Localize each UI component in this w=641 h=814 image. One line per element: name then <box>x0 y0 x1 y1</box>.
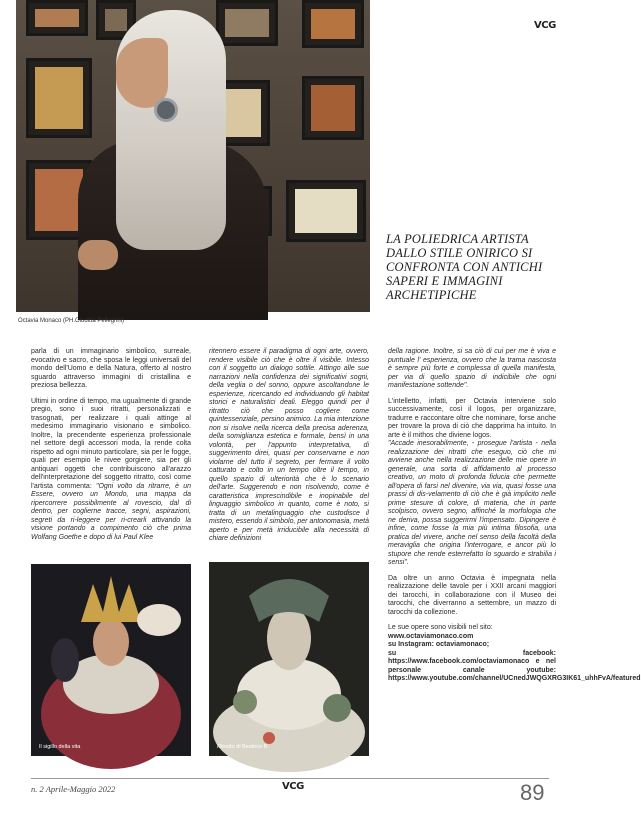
issue-label: n. 2 Aprile-Maggio 2022 <box>31 784 116 794</box>
article-headline: LA POLIEDRICA ARTISTA DALLO STILE ONIRICO SI CONFRONTA CON ANTICHI SAPERI E IMMAGINI ARCHETIPICHE <box>386 232 543 302</box>
artist-hand <box>78 240 118 270</box>
text-column-2 <box>209 348 369 551</box>
quote: "Accade inesorabilmente, - prosegue l'artista - nella realizzazione dei ritratti che eseguo, ciò che mi avviene anche nella realizzazione delle mie opere in generale, una sorta di affidamento al processo creativo, un moto di profonda fiducia che permette all'opera di farsi nel divenire, via via, quasi fosse una prassi di dis-velamento di ciò che è già implicito nelle prime stesure di colore, di materia, che in parte scolpisco, ovvero segno, affinché la morfologia che ne deriva, possa suggerirmi l'impensato. Dipingere è infine, come fosse la mia più intima filosofia, una pratica del vivere, anche nel senso della facoltà della meraviglia che origina l'interrogare, e ancor più lo stupore che rende esterrefatto lo sguardo e strabilia i sensi". <box>388 440 556 566</box>
artwork-caption: Ritratto di Beatrice B. <box>217 744 269 750</box>
framed-artwork <box>216 0 278 46</box>
artwork-il-sigillo-della-vita <box>31 564 191 756</box>
artwork-painting <box>31 564 191 756</box>
artwork-ritratto-di-beatrice <box>209 562 369 756</box>
paragraph: parla di un immaginario simbolico, surreale, evocativo e sacro, che sposa le leggi universali del mondo dell'Uomo e della Natura, offerto al nostro sguardo attraverso immagini di cristallina e preziosa bellezza. <box>31 348 191 389</box>
social-links[interactable]: su facebook: https://www.facebook.com/octaviamonaco e nel personale canale youtube: https://www.youtube.com/channel/UCnedJWQGXRG3IK61_uhhFvA/featured <box>388 649 641 682</box>
artist-face <box>116 38 168 108</box>
quote: ritennero essere il paradigma di ogni arte, ovvero, rendere visibile ciò che è oltre il visibile. Intesso con il soggetto un dialogo sottile. Attingo alle sue narrazioni nella confidenza dei significativi sogni, della veglia o del sonno, oppure ascoltandone le esperienze, ricercando ed individuando gli habitat storici e naturalistici deali. Eleggo quindi per il ritratto ciò che posso cogliere come quintessenziale, persino animico. La mia intenzione non si risolve nella ricerca della precisa aderenza, della somiglianza estetica e formale, bensì in una volontà, per l'appunto interpretativa, di suggerimento direi, quasi per conservarne e non violarne del tutto il segreto, per fermare il volto catturato e colto in un tempo oltre il tempo, in quello spazio di ulteriorità che è lo scenario dell'arte. Suggerendo e non risolvendo, come è caratteristica imprescindibile e inopinabile del linguaggio simbolico in quanto, come è noto, si tratta di un metalinguaggio che custodisce il mistero, essendo il simbolo, per antonomasia, metà aperto e per metà irriducibile alla necessità di chiare definizioni <box>209 348 369 542</box>
photo-caption: Octavia Monaco (PH.Giuditta Pellegrini) <box>18 318 125 324</box>
paragraph: Da oltre un anno Octavia è impegnata nella realizzazione delle tavole per i XXII arcani maggiori dei tarocchi, in collaborazione con il Museo dei tarocchi, che diverranno a settembre, un mazzo di tarocchi da collezione. <box>388 574 556 616</box>
artwork-painting <box>209 562 369 756</box>
links-block: Le sue opere sono visibili nel sito: www.octaviamonaco.com su Instagram: octaviamonaco; su facebook: https://www.facebook.com/octaviamonaco e nel personale canale youtube: https://www.youtube.com/channel/UCnedJWQGXRG3IK61_uhhFvA/featured <box>388 624 641 682</box>
artwork-caption: Il sigillo della vita <box>39 744 81 750</box>
framed-artwork <box>26 58 92 138</box>
website-link[interactable]: www.octaviamonaco.com <box>388 632 474 640</box>
earring <box>154 98 178 122</box>
paragraph: Ultimi in ordine di tempo, ma ugualmente di grande pregio, sono i suoi ritratti, personalizzati e trasognati, per realizzare i quali attinge al medesimo immaginario visionario e simbolico. Inoltre, la precendente esperienza professionale nel settore degli accessori moda, la rende colta rispetto ad ogni minuto particolare, sia per le fogge, quali per esempio le nivee gorgiere, sia per gli antiquari oggetti che contribuiscono all'arazzo dell'interpretazione del soggetto ritratto, così come l'artista commenta: "Ogni volto da ritrarre, è un Essere, ovvero un Mondo, una mappa da ripercorrere possibilmente al rovescio, dal di dentro, per coglierne tracce, segni, aspirazioni, segreti da ri-leggere per ri-crearli attivando la visione portando a compimento ciò che prima Wolfang Goethe e dopo di lui Paul Klee <box>31 397 191 541</box>
page-number: 89 <box>520 780 545 805</box>
framed-artwork <box>286 180 366 242</box>
footer-divider <box>31 778 549 779</box>
text-column-1 <box>31 348 191 549</box>
instagram-link[interactable]: su Instagram: octaviamonaco; <box>388 641 490 648</box>
magazine-logo: VCG <box>282 781 304 792</box>
magazine-logo: VCG <box>534 20 556 31</box>
quote: "Ogni volto da ritrarre, è un Essere, ovvero un Mondo, una mappa da ripercorrere possibilmente al rovescio, dal di dentro, per coglierne tracce, segni, aspirazioni, segreti da ri-leggere per ri-crearli attivando la visione portando a compimento ciò che prima Wolfang Goethe e dopo di lui Paul Klee <box>31 482 191 541</box>
paragraph: L'intelletto, infatti, per Octavia interviene solo successivamente, così il logos, per organizzare, tradurre e raccontare oltre che nominare, forse anche per trovare la prova di ciò che dapprima ha intuito. In arte è il mithos che diviene logos. "Accade inesorabilmente, - prosegue l'artista - nella realizzazione dei ritratti che eseguo, ciò che mi avviene anche nella realizzazione delle mie opere in generale, una sorta di affidamento al processo creativo, un moto di profonda fiducia che permette all'opera di farsi nel divenire, via via, quasi fosse una prassi di dis-velamento di ciò che è già implicito nelle prime stesure di colore, di materia, che in parte scolpisco, ovvero segno, affinché la morfologia che ne deriva, possa suggerirmi l'impensato. Dipingere è infine, come fosse la mia più intima filosofia, una pratica del vivere, anche nel senso della facoltà della meraviglia che origina l'interrogare, e ancor più lo stupore che rende esterrefatto lo sguardo e strabilia i sensi". <box>388 397 556 566</box>
framed-artwork <box>26 0 88 36</box>
framed-artwork <box>302 0 364 48</box>
quote: della ragione. Inoltre, si sa ciò di cui per me è viva e puntuale l' esperienza, ovvero che la trama nascosta è sempre più forte e complessa di quella manifesta, per via di quello spazio di indicibile che ogni manifestazione sottende". <box>388 348 556 389</box>
framed-artwork <box>302 76 364 140</box>
hero-photo <box>16 0 370 312</box>
text-column-3 <box>388 348 641 691</box>
